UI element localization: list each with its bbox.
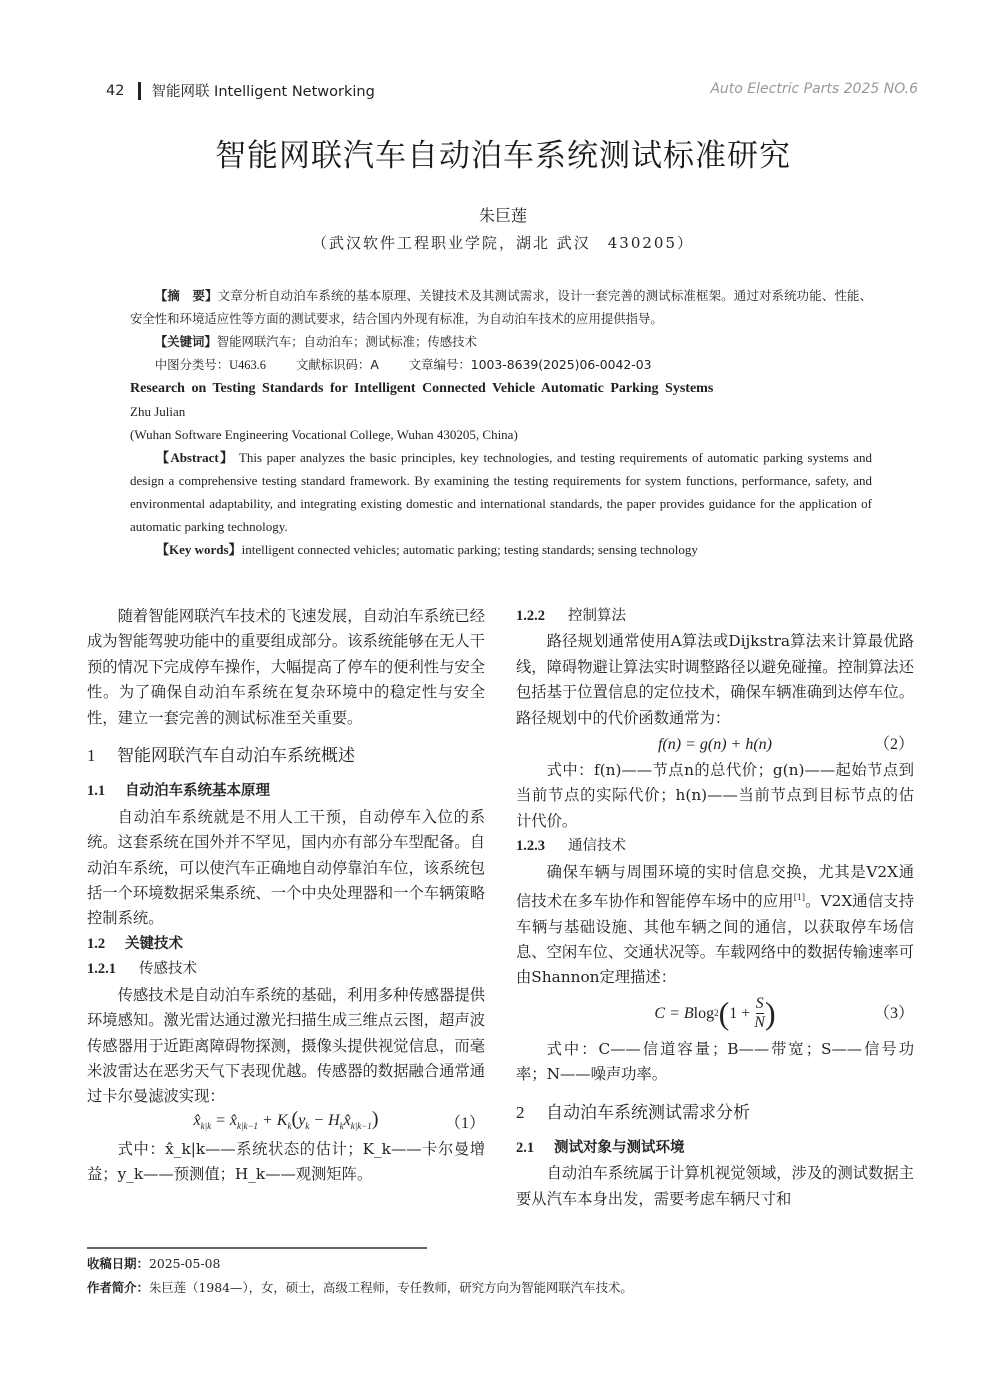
left-column [87, 604, 485, 1188]
section-1-2-1-heading: 1.2.1 传感技术 [87, 961, 197, 978]
paragraph-1-1: 自动泊车系统就是不用人工干预，自动停车入位的系统。这套系统在国外并不罕见，国内亦有部分车型配备。自动泊车系统，可以使汽车正确地自动停靠泊车位，该系统包括一个环境数据采集系统、一个中央处理器和一个车辆策略控制系统。 [87, 807, 485, 928]
paragraph-2-1: 自动泊车系统属于计算机视觉领域，涉及的测试数据主要从汽车本身出发，需要考虑车辆尺寸和 [516, 1164, 914, 1208]
section-1-2-2-heading: 1.2.2 控制算法 [516, 608, 626, 624]
keywords-cn: 【关键词】智能网联汽车；自动泊车；测试标准；传感技术 [154, 334, 477, 349]
english-affiliation: (Wuhan Software Engineering Vocational College, Wuhan 430205, China) [130, 427, 518, 442]
author: 朱巨莲 [478, 206, 527, 225]
section-2-1-heading: 2.1 测试对象与测试环境 [516, 1140, 685, 1156]
equation-2: f(n) = g(n) + h(n) （2） [657, 735, 914, 753]
section-2-heading: 2 自动泊车系统测试需求分析 [516, 1102, 750, 1123]
abstract-cn: 【摘 要】文章分析自动泊车系统的基本原理、关键技术及其测试需求，设计一套完善的测试标准框架。通过对系统功能、性能、安全性和环境适应性等方面的测试要求，结合国内外现有标准，为自动泊车技术的应用提供指导。 [130, 288, 873, 326]
classification-line: 中图分类号：U463.6 文献标识码：A 文章编号：1003-8639(2025)06-0042-03 [154, 357, 652, 372]
paragraph-1-2-2: 路径规划通常使用A算法或Dijkstra算法来计算最优路线，障碍物避让算法实时调整路径以避免碰撞。控制算法还包括基于位置信息的定位技术，确保车辆准确到达停车位。路径规划中的代价函数通常为： [516, 632, 914, 727]
english-author: Zhu Julian [130, 404, 186, 419]
header-divider [138, 82, 141, 100]
author-bio: 作者简介：朱巨莲（1984—），女，硕士，高级工程师，专任教师，研究方向为智能网联汽车技术。 [87, 1280, 633, 1295]
paragraph-1-2-3: 确保车辆与周围环境的实时信息交换，尤其是V2X通信技术在多车协作和智能停车场中的应用[1]。V2X通信支持车辆与基础设施、其他车辆之间的通信，以获取停车场信息、空闲车位、交通状况等。车载网络中的数据传输速率可由Shannon定理描述： [516, 862, 914, 987]
received-date: 收稿日期：2025-05-08 [87, 1256, 221, 1271]
section-name: 智能网联 Intelligent Networking [151, 84, 375, 100]
abstract-block [130, 284, 872, 561]
equation-3: C = B log 2 ( 1 + $\frac{S}{N}$ ) （3） [654, 995, 914, 1032]
footnote-divider [87, 1247, 427, 1249]
intro-paragraph: 随着智能网联汽车技术的飞速发展，自动泊车系统已经成为智能驾驶功能中的重要组成部分。该系统能够在无人干预的情况下完成停车操作，大幅提高了停车的便利性与安全性。为了确保自动泊车系统在复杂环境中的稳定性与安全性，建立一套完善的测试标准至关重要。 [87, 607, 485, 727]
english-title: Research on Testing Standards for Intelligent Connected Vehicle Automatic Parking Systems [130, 381, 714, 396]
paper-title: 智能网联汽车自动泊车系统测试标准研究 [215, 138, 791, 174]
citation-ref[interactable]: [1] [793, 893, 806, 903]
equation-2-description: 式中：f(n)——节点n的总代价；g(n)——起始节点到当前节点的实际代价；h(n)——当前节点到目标节点的估计代价。 [516, 761, 914, 830]
equation-3-description: 式中：C——信道容量；B——带宽；S——信号功率；N——噪声功率。 [516, 1039, 914, 1084]
running-header [106, 80, 375, 101]
journal-name: Auto Electric Parts 2025 NO.6 [710, 81, 918, 97]
right-column [516, 604, 914, 1212]
keywords-en: 【Key words】intelligent connected vehicles; automatic parking; testing standards; sensing technology [156, 542, 698, 557]
affiliation: （武汉软件工程职业学院，湖北 武汉 430205） [311, 234, 695, 252]
page-number: 42 [106, 82, 125, 99]
equation-1-description: 式中：x̂_k|k——系统状态的估计；K_k——卡尔曼增益；y_k——预测值；H_k——观测矩阵。 [87, 1139, 485, 1184]
abstract-en: 【Abstract】 This paper analyzes the basic principles, key technologies, and testing requirements of automatic parking systems and design a comprehensive testing standard framework. By examining the testing requirements for system functions, performance, safety, and environmental adaptability, and integrating existing domestic and international standards, the paper provides guidance for the application of automatic parking technology. [130, 450, 872, 534]
equation-1: $x̂_{k|k}$ = $x̂_{k|k-1} + K_k(y_k$ − $H_kx̂_{k|k-1}$) （1） [193, 1107, 485, 1132]
section-1-2-heading: 1.2 关键技术 [87, 935, 183, 952]
section-1-heading: 1 智能网联汽车自动泊车系统概述 [87, 746, 355, 767]
paragraph-1-2-1: 传感技术是自动泊车系统的基础，利用多种传感器提供环境感知。激光雷达通过激光扫描生成三维点云图，超声波传感器用于近距离障碍物探测，摄像头提供视觉信息，而毫米波雷达在恶劣天气下表现优越。传感器的数据融合通常通过卡尔曼滤波实现： [87, 985, 485, 1106]
section-1-1-heading: 1.1 自动泊车系统基本原理 [87, 783, 270, 800]
section-1-2-3-heading: 1.2.3 通信技术 [516, 838, 626, 855]
